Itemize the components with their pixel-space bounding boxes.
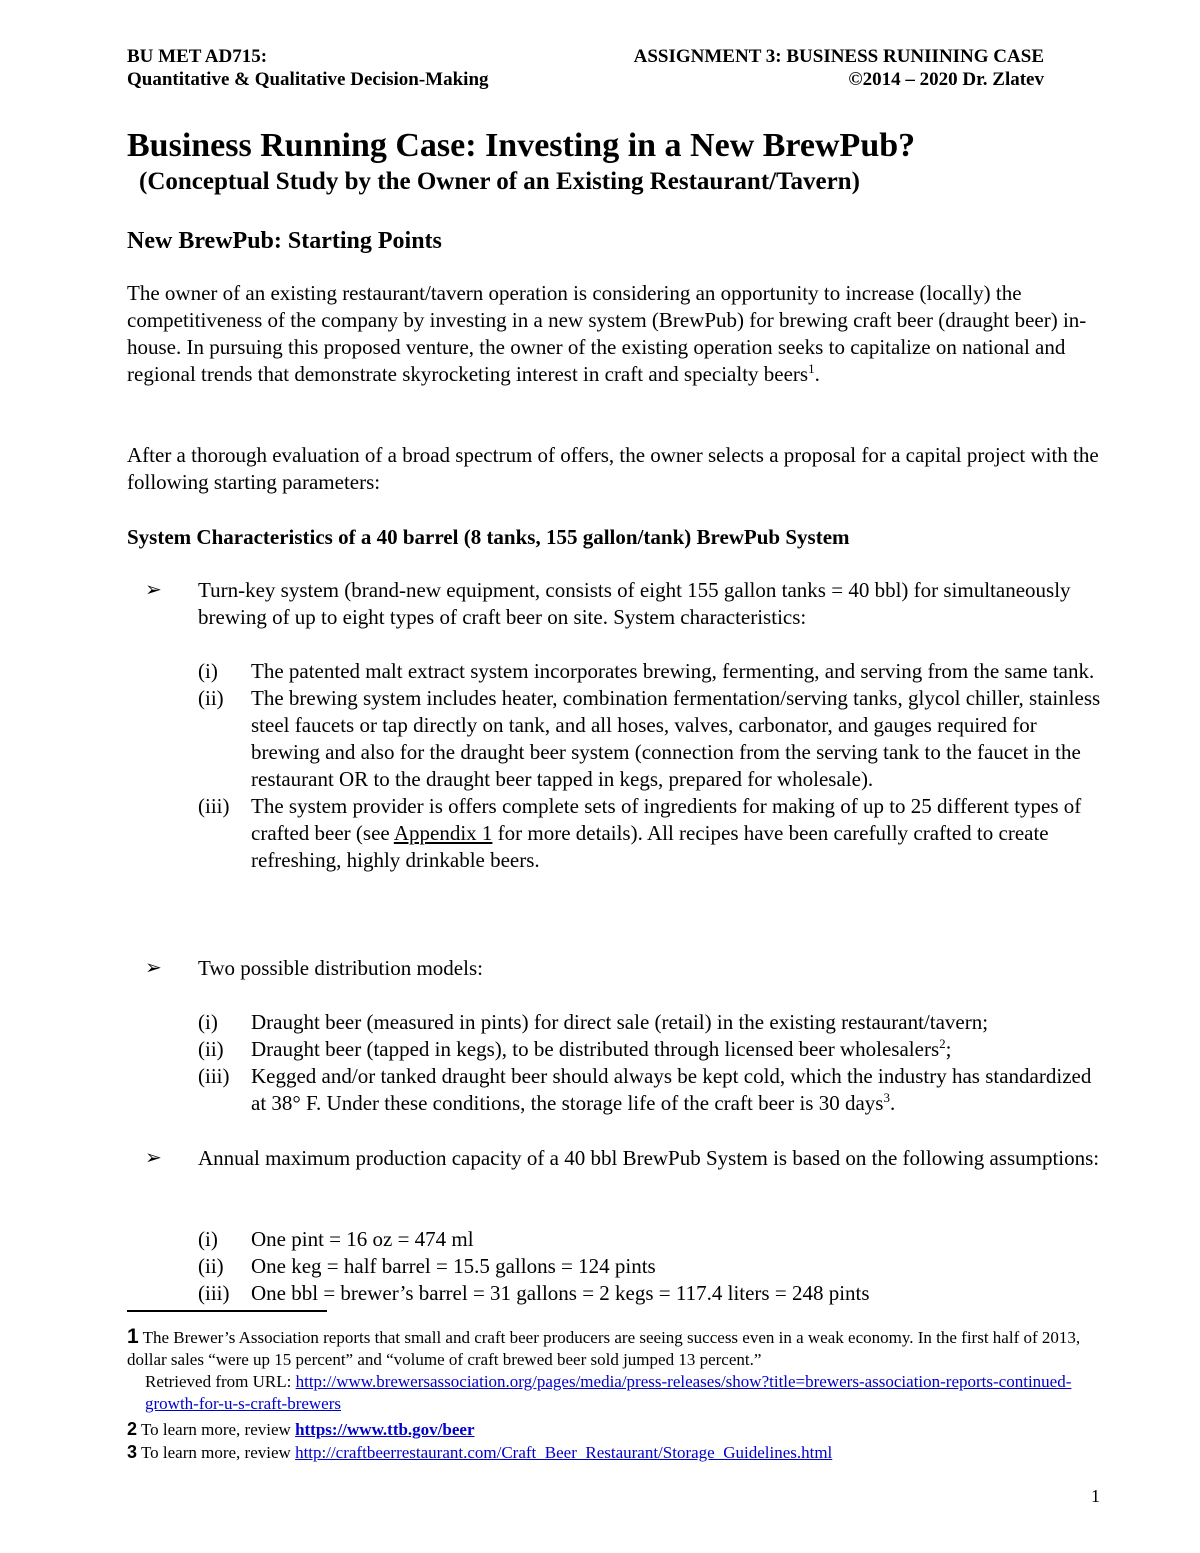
footnote-3 — [127, 1441, 1107, 1464]
distribution-list — [127, 1009, 1107, 1117]
bullet-turnkey — [127, 577, 1107, 631]
footnote-retrieved — [127, 1371, 1107, 1415]
list-number: (i) — [198, 1010, 218, 1034]
list-text: One bbl = brewer’s barrel = 31 gallons = 2 kegs = 117.4 liters = 248 pints — [251, 1281, 870, 1305]
header-copyright: ©2014 – 2020 Dr. Zlatev — [848, 69, 1044, 90]
craftbeer-storage-link[interactable]: http://craftbeerrestaurant.com/Craft_Beer_Restaurant/Storage_Guidelines.html — [295, 1443, 833, 1462]
page-subtitle: (Conceptual Study by the Owner of an Existing Restaurant/Tavern) — [139, 168, 860, 195]
list-item — [127, 658, 1107, 685]
list-number: (ii) — [198, 1254, 224, 1278]
list-number: (ii) — [198, 1037, 224, 1061]
footnote-separator — [127, 1310, 327, 1312]
list-item — [127, 1226, 1107, 1253]
list-item — [127, 1280, 1107, 1307]
list-item — [127, 1063, 1107, 1117]
arrow-bullet-icon: ➢ — [145, 1147, 162, 1169]
footnote-number: 1 — [127, 1325, 139, 1348]
list-number: (i) — [198, 1227, 218, 1251]
list-number: (i) — [198, 659, 218, 683]
arrow-bullet-icon: ➢ — [145, 957, 162, 979]
retrieved-label: Retrieved from URL: — [145, 1372, 296, 1391]
system-heading: System Characteristics of a 40 barrel (8 tanks, 155 gallon/tank) BrewPub System — [127, 525, 850, 549]
page-title: Business Running Case: Investing in a New BrewPub? — [127, 127, 916, 164]
list-text: The brewing system includes heater, combination fermentation/serving tanks, glycol chiller, stainless steel faucets or tap directly on tank, and all hoses, valves, carbonator, and gauges required for brewing and also for the draught beer system (connection from the serving tank to the faucet in the restaurant OR to the draught beer tapped in kegs, prepared for wholesale). — [251, 686, 1101, 791]
list-item — [127, 1036, 1107, 1063]
list-item — [127, 1009, 1107, 1036]
page-number: 1 — [1091, 1486, 1100, 1506]
list-text: Draught beer (tapped in kegs), to be distributed through licensed beer wholesalers — [251, 1037, 940, 1061]
footnote-ref-2[interactable]: 2 — [939, 1036, 946, 1051]
list-number: (ii) — [198, 686, 224, 710]
list-text: One keg = half barrel = 15.5 gallons = 124 pints — [251, 1254, 656, 1278]
intro-text: The owner of an existing restaurant/tavern operation is considering an opportunity to increase (locally) the competitiveness of the company by investing in a new system (BrewPub) for brewing craft beer (draught beer) in-house. In pursuing this proposed venture, the owner of the existing operation seeks to capitalize on national and regional trends that demonstrate skyrocketing interest in craft and specialty beers — [127, 281, 1087, 386]
bullet-text: Turn-key system (brand-new equipment, consists of eight 155 gallon tanks = 40 bbl) for simultaneously brewing of up to eight types of craft beer on site. System characteristics: — [198, 578, 1071, 629]
ttb-link[interactable]: https://www.ttb.gov/beer — [295, 1420, 475, 1439]
brewers-association-link[interactable]: http://www.brewersassociation.org/pages/media/press-releases/show?title=brewers-association-reports-continued-growth-for-u-s-craft-brewers — [145, 1372, 1072, 1413]
footnote-number: 3 — [127, 1442, 138, 1462]
list-item — [127, 1253, 1107, 1280]
footnote-ref-1[interactable]: 1 — [808, 361, 815, 376]
list-item — [127, 685, 1107, 793]
footnote-ref-3[interactable]: 3 — [883, 1090, 890, 1105]
header-assignment: ASSIGNMENT 3: BUSINESS RUNIINING CASE — [633, 46, 1044, 67]
bullet-text: Annual maximum production capacity of a 40 bbl BrewPub System is based on the following assumptions: — [198, 1146, 1100, 1170]
list-text: The system provider is offers complete sets of ingredients for making of up to 25 different types of crafted beer (see — [251, 794, 1082, 845]
list-text: Draught beer (measured in pints) for direct sale (retail) in the existing restaurant/tavern; — [251, 1010, 989, 1034]
list-text-end: . — [889, 1091, 896, 1115]
footnote-2 — [127, 1418, 1107, 1441]
bullet-distribution — [127, 955, 1107, 982]
footnote-number: 2 — [127, 1419, 138, 1439]
list-text: The patented malt extract system incorporates brewing, fermenting, and serving from the same tank. — [251, 659, 1095, 683]
list-text: One pint = 16 oz = 474 ml — [251, 1227, 474, 1251]
bullet-capacity — [127, 1145, 1107, 1172]
appendix-link[interactable]: Appendix 1 — [393, 821, 493, 845]
list-text-cont: for more details). All recipes have been carefully crafted to create refreshing, highly drinkable beers. — [251, 821, 1049, 872]
bullet-text: Two possible distribution models: — [198, 956, 483, 980]
list-text: Kegged and/or tanked draught beer should always be kept cold, which the industry has standardized at 38° F. Under these conditions, the storage life of the craft beer is 30 days — [251, 1064, 1092, 1115]
system-characteristics-list — [127, 658, 1107, 874]
list-text-end: ; — [945, 1037, 952, 1061]
header-course-title: Quantitative & Qualitative Decision-Making — [127, 69, 489, 90]
header-course: BU MET AD715: — [127, 46, 268, 67]
footnote-text: To learn more, review — [137, 1443, 296, 1462]
selection-paragraph: After a thorough evaluation of a broad spectrum of offers, the owner selects a proposal for a capital project with the following starting parameters: — [127, 443, 1099, 494]
intro-paragraph — [127, 280, 1117, 388]
list-item — [127, 793, 1107, 874]
footnote-text: The Brewer’s Association reports that small and craft beer producers are seeing success even in a weak economy. In the first half of 2013, dollar sales “were up 15 percent” and “volume of craft brewed beer sold jumped 13 percent.” — [127, 1328, 1081, 1369]
arrow-bullet-icon: ➢ — [145, 579, 162, 601]
footnote-1 — [127, 1326, 1107, 1415]
list-number: (iii) — [198, 1281, 230, 1305]
footnote-text: To learn more, review — [137, 1420, 296, 1439]
list-number: (iii) — [198, 794, 230, 818]
list-number: (iii) — [198, 1064, 230, 1088]
section-heading: New BrewPub: Starting Points — [127, 228, 442, 254]
capacity-assumptions-list — [127, 1226, 1107, 1307]
intro-end: . — [814, 362, 820, 386]
